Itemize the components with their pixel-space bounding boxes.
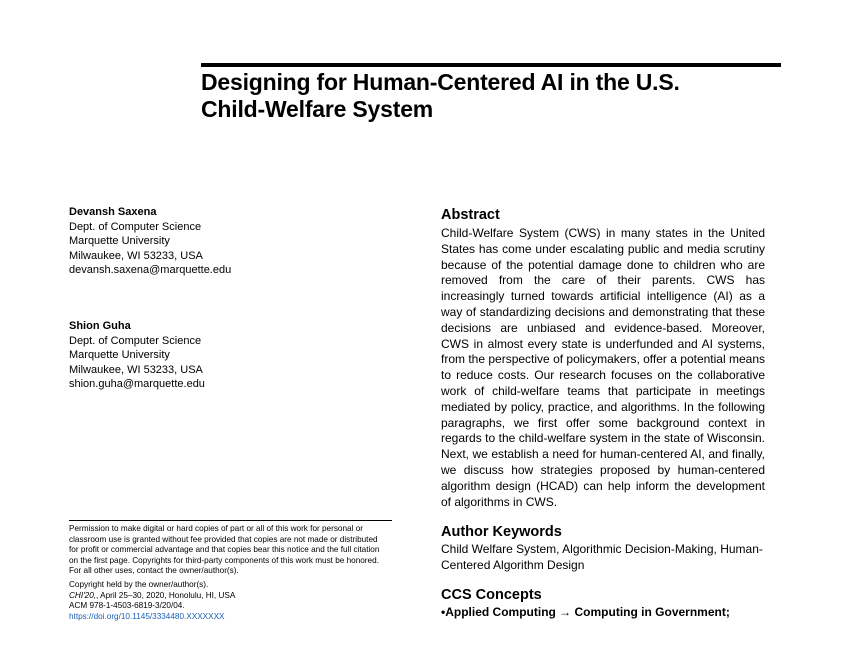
author-block bbox=[69, 319, 389, 392]
venue-details: , April 25–30, 2020, Honolulu, HI, USA bbox=[96, 590, 236, 600]
keywords-line: Child Welfare System, Algorithmic Decision-Making, Human- bbox=[441, 542, 763, 556]
author-name: Shion Guha bbox=[69, 320, 131, 332]
title-line: Child-Welfare System bbox=[201, 96, 434, 122]
author-city: Milwaukee, WI 53233, USA bbox=[69, 363, 203, 376]
venue-line bbox=[69, 591, 399, 602]
author-name: Devansh Saxena bbox=[69, 206, 157, 218]
doi-link[interactable]: https://doi.org/10.1145/3334480.XXXXXXX bbox=[69, 611, 225, 621]
keywords-heading: Author Keywords bbox=[441, 524, 562, 540]
acm-isbn: ACM 978-1-4503-6819-3/20/04. bbox=[69, 601, 185, 611]
copyright-block bbox=[69, 580, 399, 622]
author-dept: Dept. of Computer Science bbox=[69, 334, 202, 347]
author-dept: Dept. of Computer Science bbox=[69, 220, 202, 233]
ccs-heading: CCS Concepts bbox=[441, 587, 542, 603]
title-line: Designing for Human-Centered AI in the U.S. bbox=[201, 69, 680, 95]
author-email: devansh.saxena@marquette.edu bbox=[69, 264, 232, 277]
author-email: shion.guha@marquette.edu bbox=[69, 378, 205, 391]
permission-line: classroom use is granted without fee provided that copies are not made or distributed bbox=[69, 534, 378, 544]
permission-line: Permission to make digital or hard copies of part or all of this work for personal or bbox=[69, 524, 363, 533]
keywords-body bbox=[441, 542, 771, 574]
permission-line: for profit or commercial advantage and that copies bear this notice and the full citation bbox=[69, 545, 380, 555]
permission-rule bbox=[69, 520, 392, 521]
author-block bbox=[69, 205, 389, 278]
abstract-heading: Abstract bbox=[441, 207, 500, 223]
copyright-held: Copyright held by the owner/author(s). bbox=[69, 580, 209, 589]
venue-name: CHI'20, bbox=[69, 590, 97, 600]
permission-line: For all other uses, contact the owner/author(s). bbox=[69, 566, 239, 576]
author-city: Milwaukee, WI 53233, USA bbox=[69, 249, 203, 262]
author-university: Marquette University bbox=[69, 235, 170, 248]
abstract-body: Child-Welfare System (CWS) in many states in the United States has come under escalating public and media scrutiny because of the potential damage done to children who are removed from the care of their parents. CWS has increasingly turned towards artificial intelligence (AI) as a way of standardizing decisions and demonstrating that these decisions are unbiased and evidence-based. Moreover, CWS in almost every state is underfunded and AI systems, from the perspective of policymakers, offer a potential means to reduce costs. Our research focuses on the collaborative work of child-welfare teams that participate in meetings mediated by policy, practice, and algorithms. In the following paragraphs, we first offer some background context in regards to the child-welfare system in the state of Wisconsin. Next, we establish a need for human-centered AI, and finally, we discuss how strategies proposed by human-centered algorithm design (HCAD) can help inform the development of algorithms in CWS. bbox=[441, 226, 765, 509]
permission-notice bbox=[69, 524, 399, 577]
author-university: Marquette University bbox=[69, 349, 170, 362]
keywords-line: Centered Algorithm Design bbox=[441, 557, 585, 572]
permission-line: on the first page. Copyrights for third-party components of this work must be honored. bbox=[69, 555, 379, 565]
paper-title bbox=[201, 69, 781, 123]
ccs-body: •Applied Computing → Computing in Government; bbox=[441, 605, 730, 619]
title-rule bbox=[201, 63, 781, 67]
